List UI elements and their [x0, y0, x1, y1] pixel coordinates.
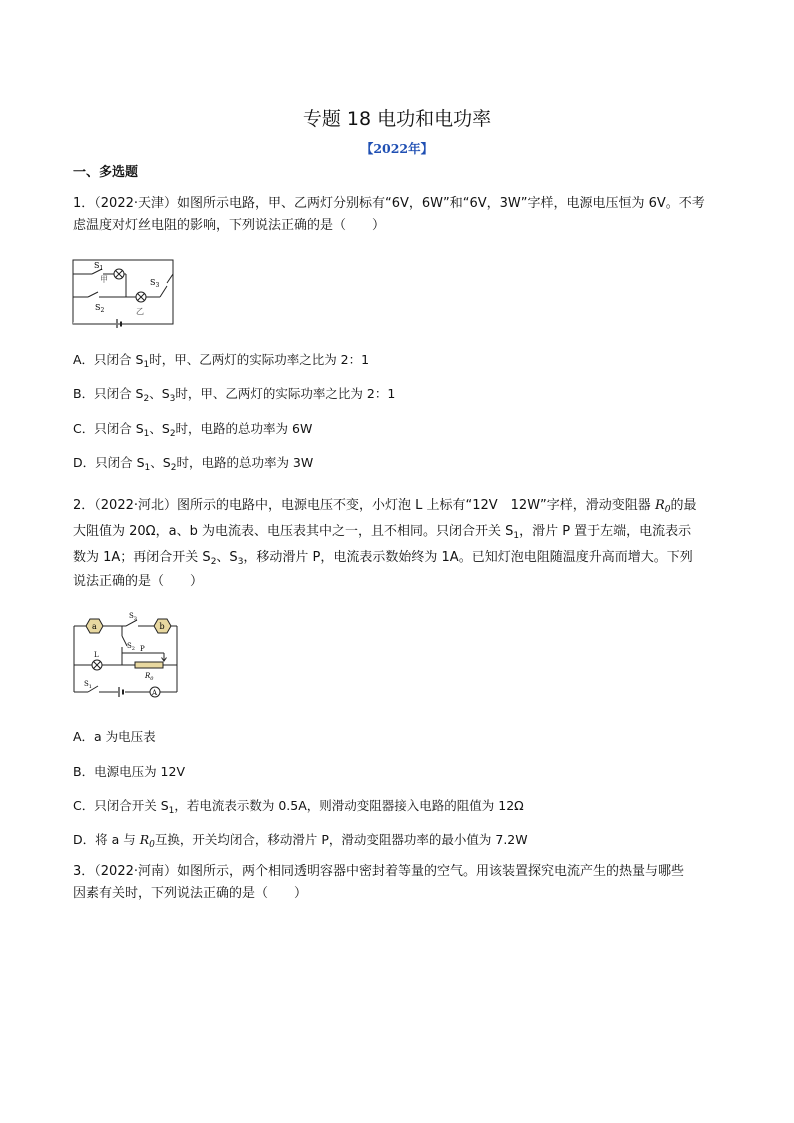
year-tag: 【2022年】	[360, 141, 434, 156]
q2-meter-b-label: b	[159, 622, 165, 631]
q2-s1-label: $S_1$	[84, 680, 92, 690]
q2-s2-label: $S_2$	[127, 642, 135, 652]
q3-stem-line2: 因素有关时，下列说法正确的是（ ）	[73, 886, 308, 901]
q1-s1-label: $S_1$	[94, 261, 104, 272]
q2-option-b: B．电源电压为 12V	[73, 764, 186, 779]
q2-ammeter-label: A	[152, 689, 158, 697]
q1-option-d: D．只闭合 $S_1$、$S_2$时，电路的总功率为 3W	[73, 455, 314, 473]
q1-circuit-diagram	[70, 254, 180, 328]
page-title: 专题 18 电功和电功率	[302, 108, 492, 130]
q1-lamp-b-label: 乙	[136, 307, 144, 316]
q2-stem-line2: 大阻值为 20Ω，a、b 为电流表、电压表其中之一，且不相同。只闭合开关 $S_1$，滑片 P 置于左端，电流表示	[73, 524, 692, 541]
q3-stem-line1: 3．（2022·河南）如图所示，两个相同透明容器中密封着等量的空气。用该装置探究电流产生的热量与哪些	[73, 864, 684, 879]
q2-option-d: D．将 a 与 $R_0$互换，开关均闭合，移动滑片 P，滑动变阻器功率的最小值为 7.2W	[73, 832, 528, 850]
q1-s2-label: $S_2$	[95, 303, 105, 314]
q1-lamp-a-label: 甲	[100, 275, 108, 284]
q2-lamp-label: L	[94, 651, 99, 659]
q2-r0-label: $R_0$	[145, 672, 154, 682]
q1-option-a: A．只闭合 $S_1$时，甲、乙两灯的实际功率之比为 2：1	[73, 352, 370, 370]
q2-meter-a-label: a	[92, 622, 97, 631]
section-heading: 一、多选题	[73, 165, 139, 180]
q1-option-b: B．只闭合 $S_2$、$S_3$时，甲、乙两灯的实际功率之比为 2：1	[73, 386, 396, 404]
q1-option-c: C．只闭合 $S_1$、$S_2$时，电路的总功率为 6W	[73, 421, 313, 439]
q1-s3-label: $S_3$	[150, 278, 160, 289]
q2-s3-label: $S_3$	[129, 612, 137, 622]
q2-stem-line4: 说法正确的是（ ）	[73, 574, 204, 589]
q2-option-a: A．a 为电压表	[73, 729, 156, 744]
q2-option-c: C．只闭合开关 $S_1$，若电流表示数为 0.5A，则滑动变阻器接入电路的阻值为 12Ω	[73, 798, 524, 816]
q2-stem-line1: 2．（2022·河北）图所示的电路中，电源电压不变，小灯泡 L 上标有“12V 12W”字样，滑动变阻器 $R_0$的最	[73, 498, 697, 515]
q2-stem-line3: 数为 1A；再闭合开关 $S_2$、$S_3$，移动滑片 P，电流表示数始终为 1A。已知灯泡电阻随温度升高而增大。下列	[73, 550, 693, 567]
q2-circuit-diagram	[70, 610, 185, 702]
q1-stem-line2: 虑温度对灯丝电阻的影响，下列说法正确的是（ ）	[73, 218, 386, 233]
q1-stem-line1: 1．（2022·天津）如图所示电路，甲、乙两灯分别标有“6V，6W”和“6V，3W”字样，电源电压恒为 6V。不考	[73, 196, 705, 211]
q2-slider-label: P	[140, 645, 145, 653]
